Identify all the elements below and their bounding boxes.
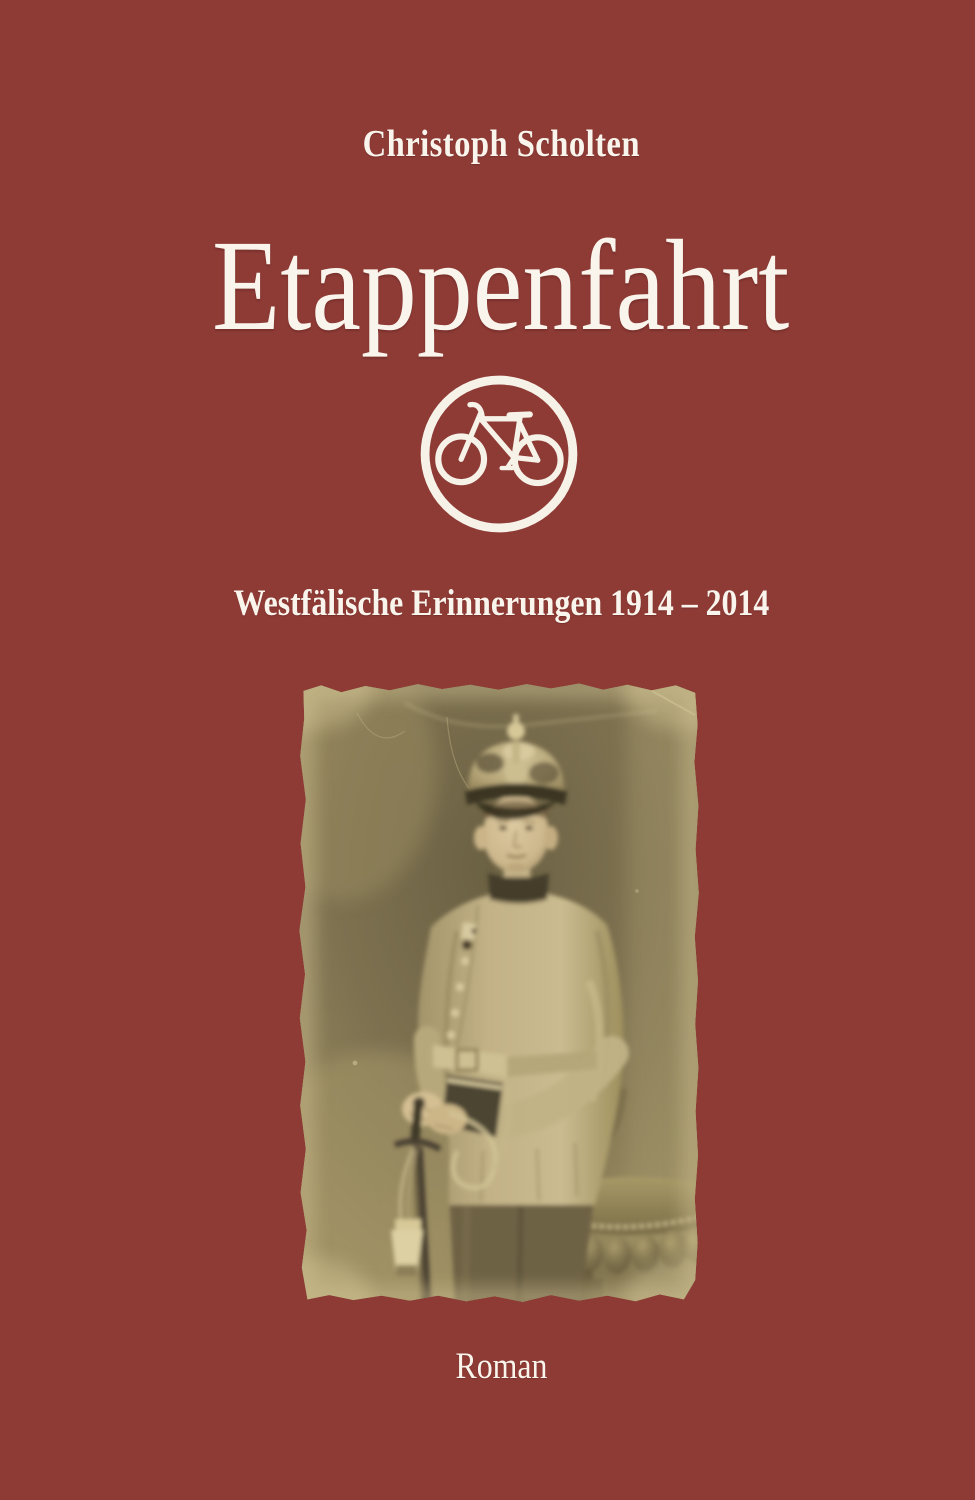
bicycle-badge (411, 366, 587, 542)
subtitle (27, 582, 975, 625)
genre-label-text: Roman (455, 1346, 547, 1387)
soldier-photo-art (297, 681, 700, 1305)
bicycle-icon (411, 366, 587, 542)
soldier-photo (297, 681, 700, 1305)
book-title (27, 214, 975, 358)
genre-label (27, 1345, 975, 1388)
subtitle-text: Westfälische Erinnerungen 1914 – 2014 (233, 583, 769, 624)
book-title-text: Etappenfahrt (212, 214, 790, 358)
author-name (27, 122, 975, 166)
author-name-text: Christoph Scholten (362, 123, 640, 165)
